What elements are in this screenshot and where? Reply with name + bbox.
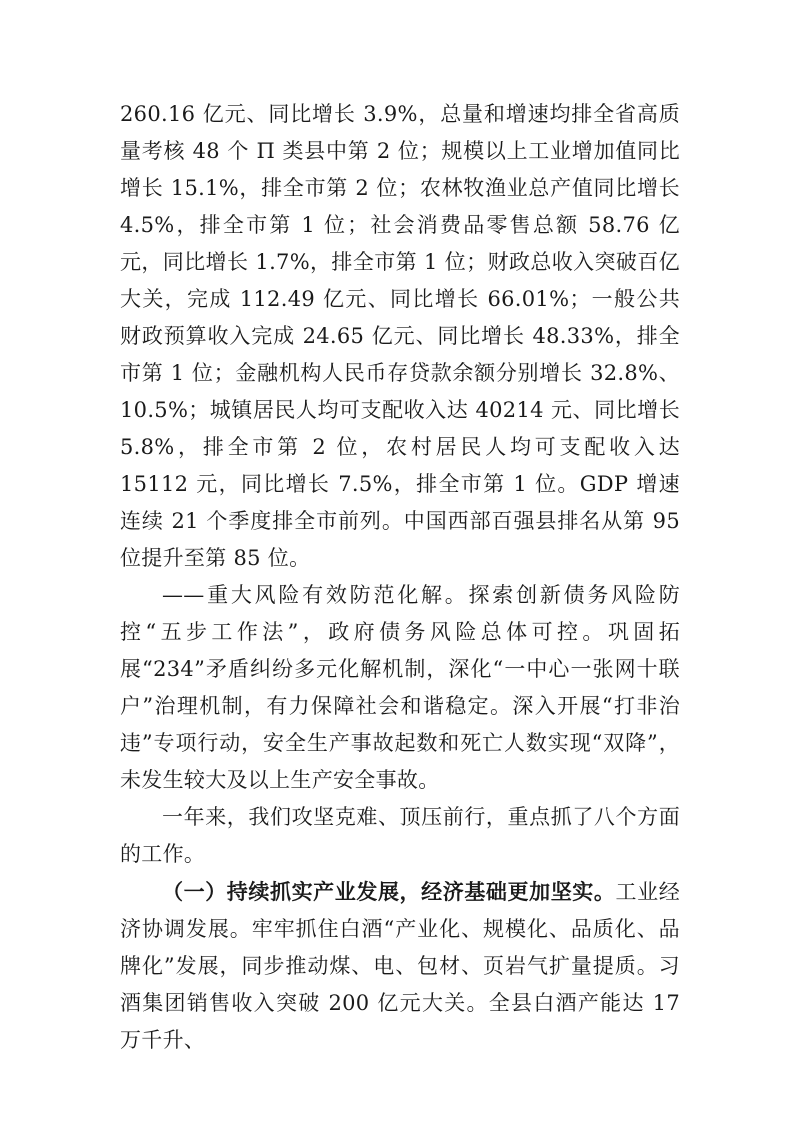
- paragraph-risk-prevention: ——重大风险有效防范化解。探索创新债务风险防控“五步工作法”，政府债务风险总体可控。巩固拓展“234”矛盾纠纷多元化解机制，深化“一中心一张网十联户”治理机制，有力保障社会和谐稳定。深入开展“打非治违”专项行动，安全生产事故起数和死亡人数实现“双降”，未发生较大及以上生产安全事故。: [120, 583, 680, 792]
- paragraph-year-summary: 一年来，我们攻坚克难、顶压前行，重点抓了八个方面的工作。: [120, 805, 680, 866]
- paragraph-industry-development: [120, 873, 680, 1059]
- paragraph-industry-text: 工业经济协调发展。牢牢抓住白酒“产业化、规模化、品质化、品牌化”发展，同步推动煤、电、包材、页岩气扩量提质。习酒集团销售收入突破 200 亿元大关。全县白酒产能达 17 万千升、: [120, 880, 680, 1052]
- body-text: [120, 96, 680, 1059]
- paragraph-economic-indicators: 260.16 亿元、同比增长 3.9%，总量和增速均排全省高质量考核 48 个 Π 类县中第 2 位；规模以上工业增加值同比增长 15.1%，排全市第 2 位；农林牧渔业总产值同比增长 4.5%，排全市第 1 位；社会消费品零售总额 58.76 亿元，同比增长 1.7%，排全市第 1 位；财政总收入突破百亿大关，完成 112.49 亿元、同比增长 66.01%；一般公共财政预算收入完成 24.65 亿元、同比增长 48.33%，排全市第 1 位；金融机构人民币存贷款余额分别增长 32.8%、10.5%；城镇居民人均可支配收入达 40214 元、同比增长 5.8%，排全市第 2 位，农村居民人均可支配收入达 15112 元，同比增长 7.5%，排全市第 1 位。GDP 增速连续 21 个季度排全市前列。中国西部百强县排名从第 95 位提升至第 85 位。: [120, 102, 680, 570]
- section-heading: （一）持续抓实产业发展，经济基础更加坚实。: [162, 879, 616, 904]
